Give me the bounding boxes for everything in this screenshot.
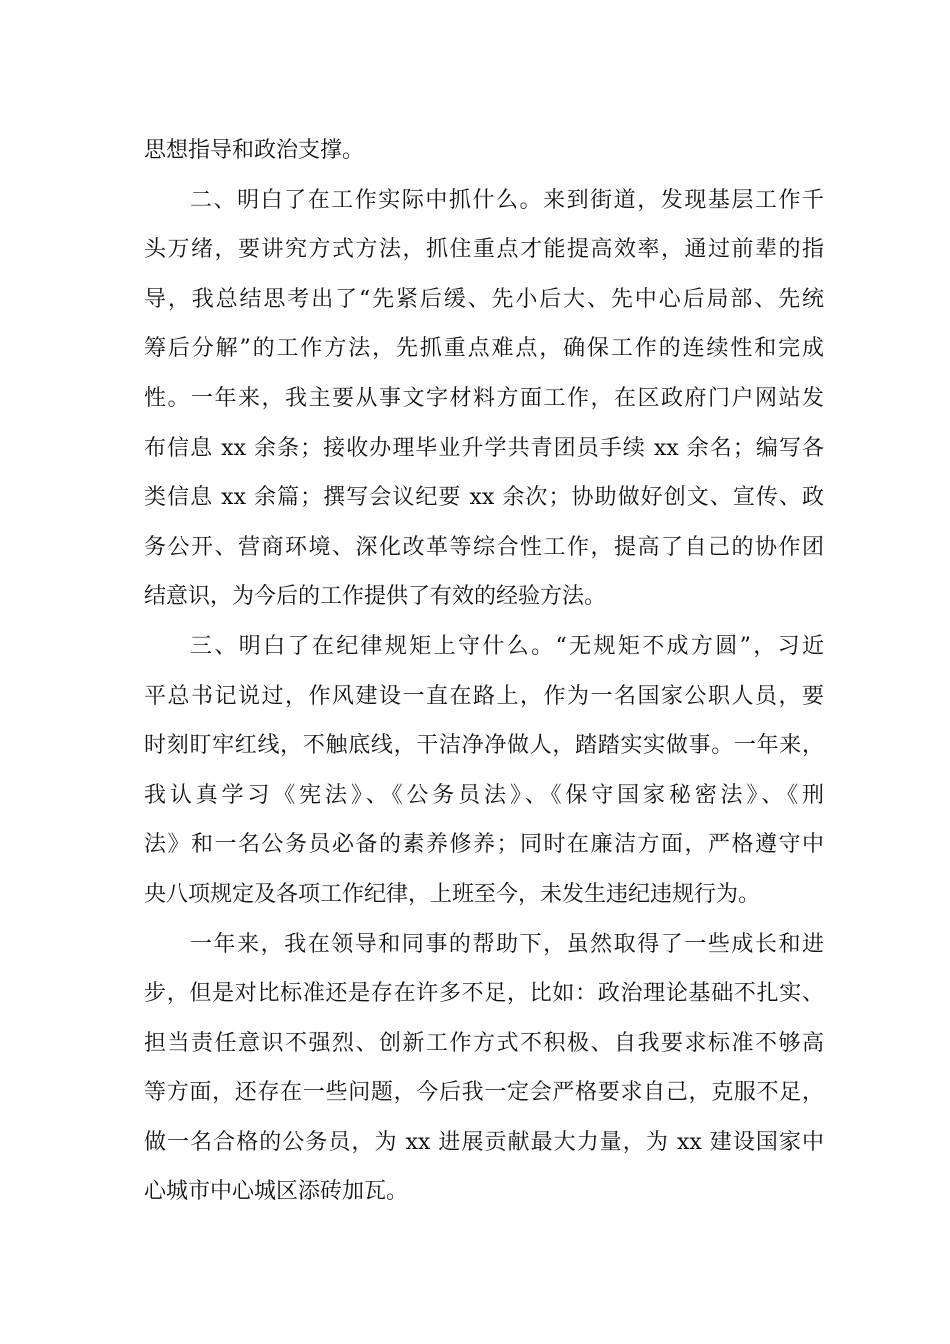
- text-line: 平总书记说过，作风建设一直在路上，作为一名国家公职人员，要: [144, 683, 824, 709]
- text-line: 头万绪，要讲究方式方法，抓住重点才能提高效率，通过前辈的指: [144, 237, 824, 263]
- text-line: 我认真学习《宪法》、《公务员法》、《保守国家秘密法》、《刑: [144, 782, 824, 808]
- text-line: 一年来，我在领导和同事的帮助下，虽然取得了一些成长和进: [190, 931, 824, 957]
- document-body: [144, 126, 824, 1217]
- text-line: 步，但是对比标准还是存在许多不足，比如：政治理论基础不扎实、: [144, 981, 824, 1007]
- text-line: 法》和一名公务员必备的素养修养；同时在廉洁方面，严格遵守中: [144, 832, 824, 858]
- text-line: 性。一年来，我主要从事文字材料方面工作，在区政府门户网站发: [144, 385, 824, 411]
- text-line: 时刻盯牢红线，不触底线，干洁净净做人，踏踏实实做事。一年来，: [144, 733, 824, 759]
- text-line: 担当责任意识不强烈、创新工作方式不积极、自我要求标准不够高: [144, 1030, 824, 1056]
- text-line: 布信息 xx 余条；接收办理毕业升学共青团员手续 xx 余名；编写各: [144, 435, 824, 461]
- text-line: 筹后分解”的工作方法，先抓重点难点，确保工作的连续性和完成: [144, 336, 824, 362]
- text-line: 结意识，为今后的工作提供了有效的经验方法。: [144, 584, 607, 610]
- text-line: 等方面，还存在一些问题，今后我一定会严格要求自己，克服不足，: [144, 1080, 824, 1106]
- text-line: 三、明白了在纪律规矩上守什么。“无规矩不成方圆”，习近: [190, 633, 824, 659]
- text-line: 央八项规定及各项工作纪律，上班至今，未发生违纪违规行为。: [144, 881, 761, 907]
- text-line: 导，我总结思考出了“先紧后缓、先小后大、先中心后局部、先统: [144, 286, 824, 312]
- text-line: 思想指导和政治支撑。: [144, 138, 365, 163]
- text-line: 做一名合格的公务员，为 xx 进展贡献最大力量，为 xx 建设国家中: [144, 1129, 824, 1155]
- text-line: 务公开、营商环境、深化改革等综合性工作，提高了自己的协作团: [144, 534, 824, 560]
- text-line: 类信息 xx 余篇；撰写会议纪要 xx 余次；协助做好创文、宣传、政: [144, 485, 824, 511]
- text-line: 心城市中心城区添砖加瓦。: [144, 1179, 409, 1205]
- text-line: 二、明白了在工作实际中抓什么。来到街道，发现基层工作千: [190, 187, 824, 213]
